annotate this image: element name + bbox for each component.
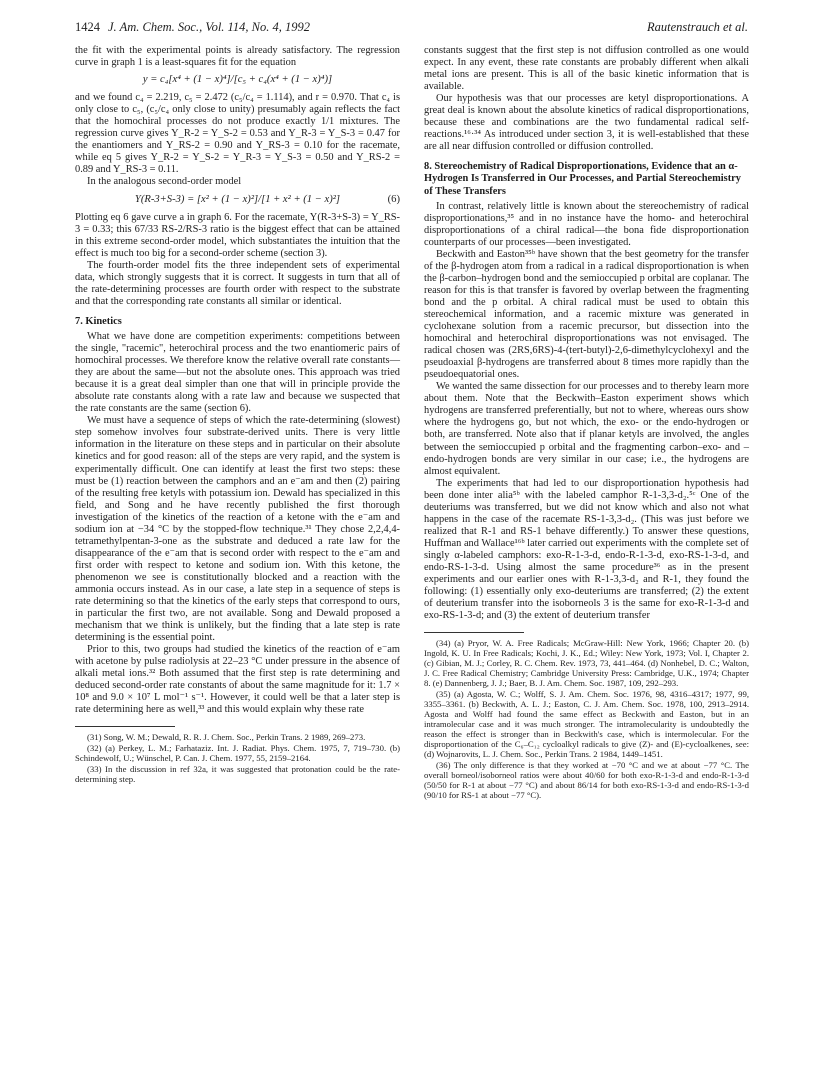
footnote: (32) (a) Perkey, L. M.; Farhataziz. Int. J. Radiat. Phys. Chem. 1975, 7, 719–730. (b) Schindewolf, U.; Wünschel, P. Can. J. Chem. 1977, 55, 2159–2164.	[75, 743, 400, 764]
header-page-and-journal	[75, 20, 310, 34]
section-heading: 8. Stereochemistry of Radical Disproportionations, Evidence that an α-Hydrogen Is Transferred in Our Processes, and Partial Stereochemistry of These Transfers	[424, 161, 741, 197]
paragraph: What we have done are competition experiments: competitions between the single, "racemic", heterochiral process and the two enantiomeric pairs of homochiral processes. We therefore know the relative overall rate constants—they are about the same—but not the absolute ones. This approach was tried because it is a great deal simpler than one that will in principle provide the absolute rate constants along with a rate law and because we suspected that the rate constants are the same (section 6).	[75, 330, 400, 415]
footnote: (33) In the discussion in ref 32a, it was suggested that protonation could be the rate-determining step.	[75, 764, 400, 785]
equation	[75, 74, 400, 86]
footnote: (31) Song, W. M.; Dewald, R. R. J. Chem. Soc., Perkin Trans. 2 1989, 269–273.	[87, 732, 366, 743]
paragraph: and we found c₄ = 2.219, c₅ = 2.472 (c₅/c₄ = 1.114), and r = 0.970. That c₄ is only close to c₅, (c₅/c₄ only close to unity) presumably again reflects the fact that the homochiral processes do not produce exactly 1/1 mixtures. The regression curve gives Y_R-2 = Y_S-2 = 0.53 and Y_R-3 = Y_S-3 = 0.47 for the enantiomers and Y_RS-2 = 0.90 and Y_RS-3 = 0.10 for the racemate, while eq 5 gives Y_R-2 = Y_S-2 = Y_R-3 = Y_S-3 = 0.50 and Y_RS-2 = 0.89 and Y_RS-3 = 0.11.	[75, 92, 400, 176]
page-number: 1424	[75, 20, 100, 34]
footnote: (36) The only difference is that they worked at −70 °C and we at about −77 °C. The overall borneol/isoborneol ratios were about 40/60 for both exo-R-1-3-d and endo-R-1-3-d (50/50 for R-1 at about −77 °C) and about 86/14 for both exo-RS-1-3-d and endo-RS-1-3-d (90/10 for RS-1 at about −77 °C).	[424, 760, 749, 801]
footnote: (34) (a) Pryor, W. A. Free Radicals; McGraw-Hill: New York, 1966; Chapter 20. (b) Ingold, K. U. In Free Radicals; Kochi, J. K., Ed.; Wiley: New York, 1973; Vol. I, Chapter 2. (c) Gibian, M. J.; Corley, R. C. Chem. Rev. 1973, 73, 441–464. (d) Nonhebel, D. C.; Walton, J. C. Free Radical Chemistry; Cambridge University Press: Cambridge, U.K., 1974; Chapter 8. (e) Dannenberg, J. J.; Baer, B. J. Am. Chem. Soc. 1987, 109, 292–293.	[424, 638, 749, 689]
equation	[75, 194, 400, 206]
footnote-divider	[75, 726, 175, 727]
paragraph: Prior to this, two groups had studied the kinetics of the reaction of e⁻am with acetone by pulse radiolysis at 22–23 °C under pressure in the absence of alkali metal ions.³² Both assumed that the first step is rate determining and deduced second-order rate constants of about the same magnitude for it: 1.7 × 10⁸ and 9.0 × 10⁷ L mol⁻¹ s⁻¹. However, it could well be that a later step is rate determining here as well,³³ and this would explain why these rate	[75, 644, 400, 716]
paragraph: The fourth-order model fits the three independent sets of experimental data, which strongly suggests that it is correct. It suggests in turn that all of the rate-determining processes are fourth order with respect to the substrate and that the corresponding rate constants all similar or identical.	[75, 259, 400, 307]
running-authors: Rautenstrauch et al.	[646, 20, 748, 34]
paragraph: Beckwith and Easton³⁵ᵇ have shown that the best geometry for the transfer of the β-hydrogen atom from a radical in a radical disproportionation is when the β-carbon–hydrogen bond and the semioccupied p orbital are coplanar. The reason for this is that transfer is favored by overlap between the fragmenting bond and the p orbital. A chiral radical must be used to obtain this stereochemical information, and a racemic mixture was generated in cyclohexane solution from a racemic precursor, but dissection into the homochiral and heterochiral disproportionations was not envisaged. The radical chosen was (2RS,6RS)-4-(tert-butyl)-2,6-dimethylcyclohexyl and the pseudoaxial β-hydrogens are transferred about 8 times more rapidly than the pseudoequatorial ones.	[424, 248, 749, 381]
equation-number: (6)	[387, 193, 400, 205]
paragraph: constants suggest that the first step is not diffusion controlled as one would expect. In any event, these rate constants are probably different when alkali metal ions are present. This is all of the basic kinetic information that is available.	[424, 45, 749, 93]
paragraph: The experiments that had led to our disproportionation hypothesis had been done inter alia⁵ᵇ with the labeled camphor R-1-3,3-d₂.⁵ᶜ One of the deuteriums was transferred, but we did not know which and also not what happens in the case of the racemate RS-1-3,3-d₂. (This was just before we realized that R-1 and RS-1 behave differently.) To answer these questions, Huffman and Wallace¹⁶ᵇ later carried out experiments with the complete set of singly α-labeled camphors: exo-R-1-3-d, endo-R-1-3-d, exo-RS-1-3-d, and endo-RS-1-3-d. Using almost the same procedure³⁶ as in the present experiments and our earlier ones with R-1-3,3-d₂ and R-1, they found the following: (1) essentially only exo-deuteriums are transferred; (2) the extent of deuterium transfer into the isoborneols 3 is the same for exo-R-1-3-d and exo-RS-1-3-d; and (3) the extent of deuterium transfer	[424, 477, 749, 622]
left-column	[75, 45, 400, 784]
equation-text: Y(R-3+S-3) = [x² + (1 − x)²]/[1 + x² + (1 − x)²]	[134, 193, 341, 205]
section-heading: 7. Kinetics	[75, 315, 122, 327]
journal-citation: J. Am. Chem. Soc., Vol. 114, No. 4, 1992	[108, 20, 310, 34]
footnote-divider	[424, 632, 524, 633]
equation-text: y = c₄[x⁴ + (1 − x)⁴]/[c₅ + c₄(x⁴ + (1 − x)⁴)]	[142, 74, 333, 86]
footnote: (35) (a) Agosta, W. C.; Wolff, S. J. Am. Chem. Soc. 1976, 98, 4316–4317; 1977, 99, 3355–3361. (b) Beckwith, A. L. J.; Easton, C. J. Am. Chem. Soc. 1978, 100, 2913–2914. Agosta and Wolff had found the same effect as Beckwith and Easton, but in an intramolecular case and it was much stronger. The intramolecularity is undoubtedly the reason the effect is stronger than in Beckwith's case, which is intermolecular. For the disproportionation of the C₆–C₁₂ cycloalkyl radicals to give (Z)- and (E)-cycloalkenes, see: (d) Wojnarovits, L. J. Chem. Soc., Perkin Trans. 2 1984, 1449–1451.	[424, 689, 749, 760]
paragraph: In contrast, relatively little is known about the stereochemistry of radical disproportionations,³⁵ and in no instance have the homo- and heterochiral disproportionations of a chiral radical—the bona fide disproportionation counterparts of our processes—been investigated.	[424, 200, 749, 248]
paragraph: In the analogous second-order model	[87, 176, 242, 188]
paragraph: Our hypothesis was that our processes are ketyl disproportionations. A great deal is known about the absolute kinetics of radical disproportionations, because these and combinations are the two fundamental radical self-reactions.¹⁶·³⁴ As introduced under section 3, it is well-established that these are all near diffusion controlled or diffusion controlled.	[424, 93, 749, 153]
page-header	[75, 20, 748, 40]
right-column	[424, 45, 749, 800]
paragraph: the fit with the experimental points is already satisfactory. The regression curve in graph 1 is a least-squares fit for the equation	[75, 45, 400, 69]
paragraph: We must have a sequence of steps of which the rate-determining (slowest) step somehow involves four substrate-derived units. There is very little information in the literature on these steps and in particular on their absolute kinetics and for good reason: all of the steps are very rapid, and the system is experimentally difficult. One can identify at least the first two steps: these must be (1) reaction between the camphors and an e⁻am and then (2) pairing of the resulting free ketyls with potassium ion. Dewald has specialized in this field, and Song and he have recently published the first thorough investigation of the kinetics of the reaction of a ketone with the e⁻am and sodium ion at −34 °C by the stopped-flow technique.³¹ They chose 2,2,4,4-tetramethylpentan-3-one as the substrate and deduced a rate law for the disappearance of the e⁻am that is second order with respect to the e⁻am and first order with respect to ketone and sodium ion. With this ketone, the phenomenon we see is constitutionally blocked and a reaction with the ammonia occurs instead. As in our case, a late step in a sequence of steps is rate determining so that the kinetics of the early steps that correspond to ours, in particular the first two, are not available. Song and Dewald proposed a mechanism that we think is unlikely, but the finding that a late step is rate determining is the essential point.	[75, 415, 400, 644]
paragraph: We wanted the same dissection for our processes and to thereby learn more about them. Note that the Beckwith–Easton experiment shows which hydrogens are transferred preferentially, but not to where, whereas ours show where the hydrogens go, but not which, the exo- or the endo-hydrogen or both, are transferred. Note also that if planar ketyls are involved, the angles between the semioccupied p orbital and the fragmenting carbon–exo- and –endo-hydrogen bonds are very similar in our case; i.e., the hydrogens are almost equivalent.	[424, 381, 749, 477]
paragraph: Plotting eq 6 gave curve a in graph 6. For the racemate, Y(R-3+S-3) = Y_RS-3 = 0.33; this 67/33 RS-2/RS-3 ratio is the biggest effect that can be attained in this extreme second-order model, which substantiates the intuition that the effect is much too big for a second-order scheme (section 3).	[75, 211, 400, 259]
